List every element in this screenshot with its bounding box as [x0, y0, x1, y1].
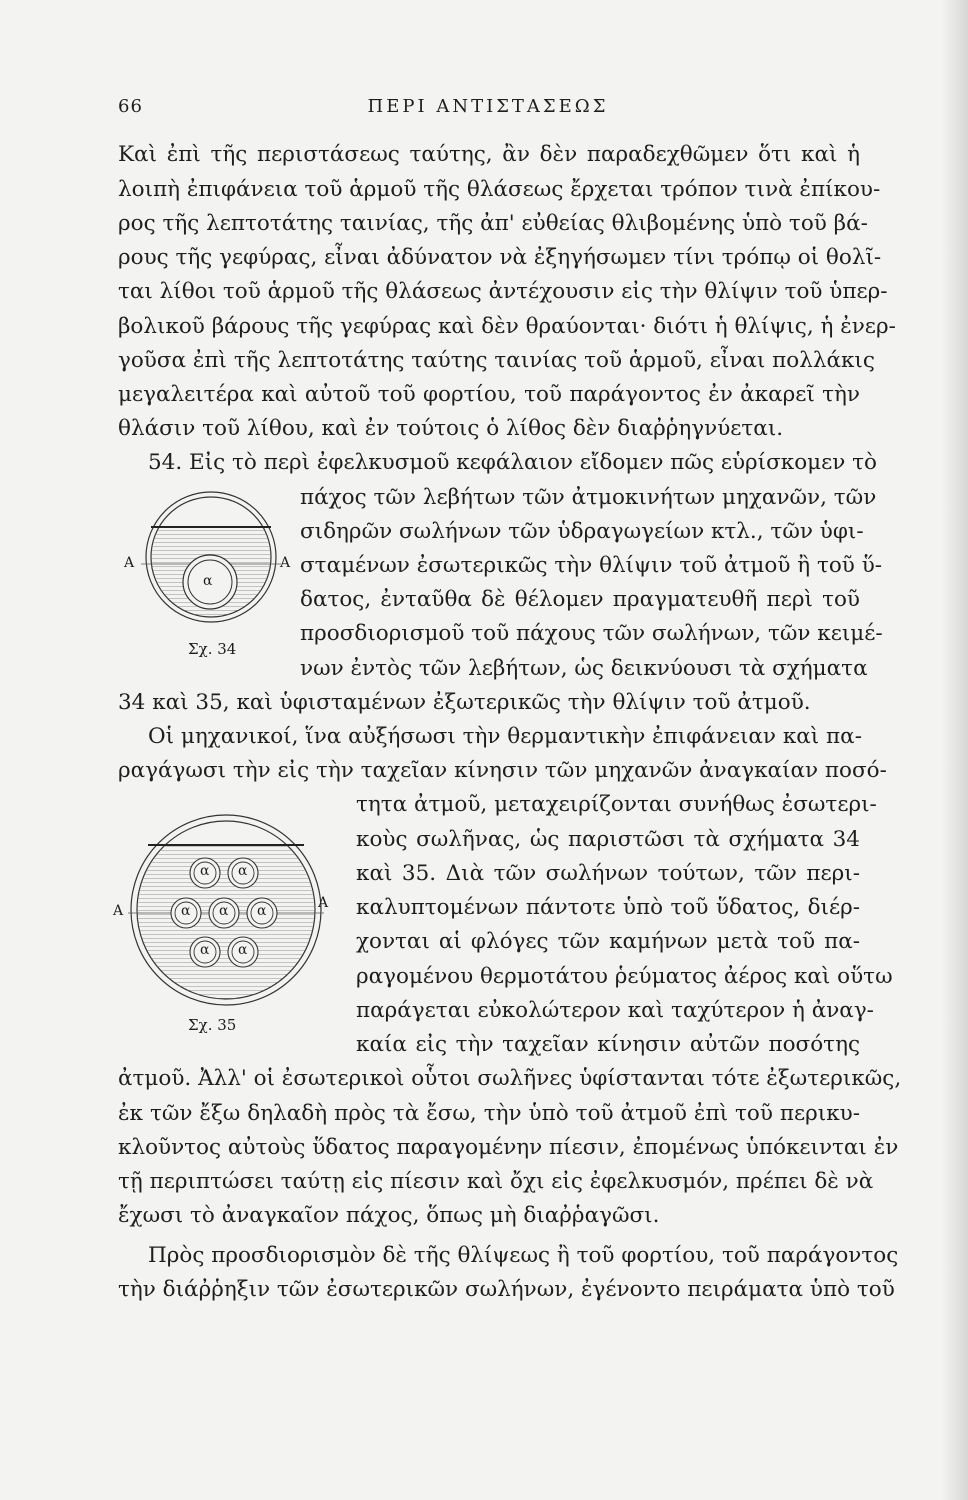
- running-header: [118, 96, 858, 120]
- text-line: τὴν διάῤῥηξιν τῶν ἐσωτερικῶν σωλήνων, ἐγένοντο πειράματα ὑπὸ τοῦ: [118, 1277, 895, 1302]
- text-line: προσδιορισμοῦ τοῦ πάχους τῶν σωλήνων, τῶν κειμέ-: [300, 621, 883, 646]
- figure-caption: Σχ. 35: [188, 1016, 237, 1034]
- text-line: σιδηρῶν σωλήνων τῶν ὑδραγωγείων κτλ., τῶν ὑφι-: [300, 519, 864, 544]
- text-line: καλυπτομένων πάντοτε ὑπὸ τοῦ ὕδατος, διέρ-: [356, 895, 860, 920]
- section-label-right: A: [318, 895, 329, 911]
- text-line: Πρὸς προσδιορισμὸν δὲ τῆς θλίψεως ἢ τοῦ φορτίου, τοῦ παράγοντος: [148, 1243, 899, 1268]
- text-line: σταμένων ἐσωτερικῶς τὴν θλίψιν τοῦ ἀτμοῦ ἢ τοῦ ὕ-: [300, 553, 883, 578]
- text-line: 54. Εἰς τὸ περὶ ἐφελκυσμοῦ κεφάλαιον εἴδομεν πῶς εὑρίσκομεν τὸ: [148, 450, 878, 475]
- text-line: ρους τῆς γεφύρας, εἶναι ἀδύνατον νὰ ἐξηγήσωμεν τίνι τρόπῳ οἱ θολῖ-: [118, 245, 882, 270]
- text-line: κλοῦντος αὐτοὺς ὕδατος παραγομένην πίεσιν, ἐπομένως ὑπόκεινται ἐν: [118, 1135, 899, 1160]
- text-line: γοῦσα ἐπὶ τῆς λεπτοτάτης ταύτης ταινίας τοῦ ἁρμοῦ, εἶναι πολλάκις: [118, 348, 875, 373]
- text-line: παράγεται εὐκολώτερον καὶ ταχύτερον ἡ ἀναγ-: [356, 998, 874, 1023]
- boiler-cross-section-diagram: [136, 482, 286, 632]
- tube-label: α: [238, 863, 248, 879]
- tube-label: α: [200, 942, 210, 958]
- text-line: πάχος τῶν λεβήτων τῶν ἀτμοκινήτων μηχανῶν, τῶν: [300, 485, 877, 510]
- tube-label: α: [181, 903, 191, 919]
- tube-label: α: [219, 903, 229, 919]
- text-line: ἀτμοῦ. Ἀλλ' οἱ ἐσωτερικοὶ οὗτοι σωλῆνες ὑφίστανται τότε ἐξωτερικῶς,: [118, 1066, 902, 1091]
- figure-caption: Σχ. 34: [188, 640, 237, 658]
- text-line: τῇ περιπτώσει ταύτῃ εἰς πίεσιν καὶ ὄχι εἰς ἐφελκυσμόν, πρέπει δὲ νὰ: [118, 1169, 874, 1194]
- text-line: νων ἐντὸς τῶν λεβήτων, ὡς δεικνύουσι τὰ σχήματα: [300, 656, 868, 681]
- text-line: ἐκ τῶν ἔξω δηλαδὴ πρὸς τὰ ἔσω, τὴν ὑπὸ τοῦ ἀτμοῦ ἐπὶ τοῦ περικυ-: [118, 1101, 860, 1126]
- text-line: βολικοῦ βάρους τῆς γεφύρας καὶ δὲν θραύονται· διότι ἡ θλίψις, ἡ ἐνερ-: [118, 314, 896, 339]
- section-label-right: A: [280, 555, 291, 571]
- section-label-left: A: [124, 555, 135, 571]
- text-line: ται λίθοι τοῦ ἁρμοῦ τῆς θλάσεως ἀντέχουσιν εἰς τὴν θλίψιν τοῦ ὑπερ-: [118, 279, 888, 304]
- text-line: 34 καὶ 35, καὶ ὑφισταμένων ἐξωτερικῶς τὴν θλίψιν τοῦ ἀτμοῦ.: [118, 690, 811, 715]
- tube-label: α: [257, 903, 267, 919]
- tube-label: α: [238, 942, 248, 958]
- page-number: 66: [118, 96, 143, 117]
- text-line: Καὶ ἐπὶ τῆς περιστάσεως ταύτης, ἂν δὲν παραδεχθῶμεν ὅτι καὶ ἡ: [118, 142, 860, 167]
- text-line: ραγάγωσι τὴν εἰς τὴν ταχεῖαν κίνησιν τῶν μηχανῶν ἀναγκαίαν ποσό-: [118, 758, 887, 783]
- text-line: καὶ 35. Διὰ τῶν σωλήνων τούτων, τῶν περι-: [356, 861, 860, 886]
- page-gutter-shadow: [942, 0, 968, 1500]
- section-label-left: A: [113, 903, 124, 919]
- text-line: ρος τῆς λεπτοτάτης ταινίας, τῆς ἀπ' εὐθείας θλιβομένης ὑπὸ τοῦ βά-: [118, 211, 868, 236]
- tube-label: α: [203, 573, 213, 589]
- text-line: θλάσιν τοῦ λίθου, καὶ ἐν τούτοις ὁ λίθος δὲν διαῤῥηγνύεται.: [118, 416, 784, 441]
- text-line: λοιπὴ ἐπιφάνεια τοῦ ἁρμοῦ τῆς θλάσεως ἔρχεται τρόπον τινὰ ἐπίκου-: [118, 177, 881, 202]
- text-line: τητα ἀτμοῦ, μεταχειρίζονται συνήθως ἐσωτερι-: [356, 792, 877, 817]
- running-title: ΠΕΡΙ ΑΝΤΙΣΤΑΣΕΩΣ: [367, 96, 609, 117]
- text-line: ἔχωσι τὸ ἀναγκαῖον πάχος, ὅπως μὴ διαῤῥαγῶσι.: [118, 1203, 660, 1228]
- text-line: χονται αἱ φλόγες τῶν καμήνων μετὰ τοῦ πα-: [356, 929, 860, 954]
- text-line: Οἱ μηχανικοί, ἵνα αὐξήσωσι τὴν θερμαντικὴν ἐπιφάνειαν καὶ πα-: [148, 724, 862, 749]
- text-line: δατος, ἐνταῦθα δὲ θέλομεν πραγματευθῆ περὶ τοῦ: [300, 587, 860, 612]
- text-line: μεγαλειτέρα καὶ αὐτοῦ τοῦ φορτίου, τοῦ παράγοντος ἐν ἀκαρεῖ τὴν: [118, 382, 860, 407]
- text-line: ραγομένου θερμοτάτου ῥεύματος ἀέρος καὶ οὕτω: [356, 964, 893, 989]
- tube-label: α: [200, 863, 210, 879]
- text-line: κοὺς σωλῆνας, ὡς παριστῶσι τὰ σχήματα 34: [356, 827, 860, 852]
- text-line: καία εἰς τὴν ταχεῖαν κίνησιν αὐτῶν ποσότης: [356, 1032, 860, 1057]
